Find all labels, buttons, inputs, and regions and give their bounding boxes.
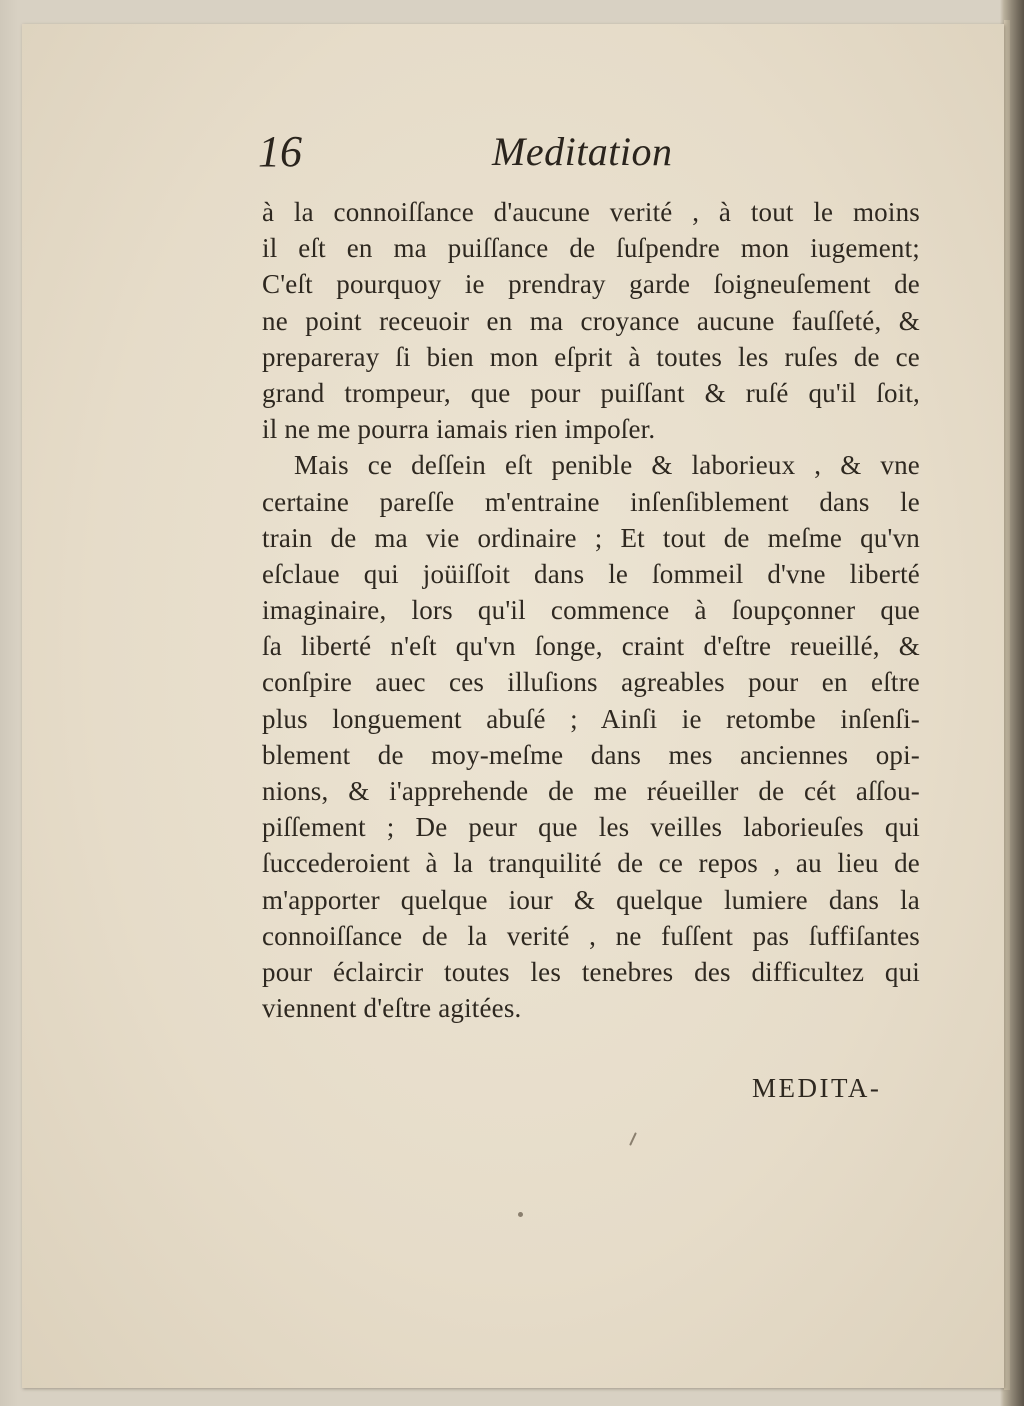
text-line: C'eſt pourquoy ie prendray garde ſoigneuſement de	[262, 269, 920, 300]
text-line: il eſt en ma puiſſance de ſuſpendre mon iugement;	[262, 233, 920, 264]
page-number: 16	[258, 127, 302, 176]
text-line: piſſement ; De peur que les veilles laborieuſes qui	[262, 812, 920, 843]
text-line: viennent d'eſtre agitées.	[262, 993, 522, 1024]
text-line: ſa liberté n'eſt qu'vn ſonge, craint d'eſtre reueillé, &	[262, 631, 920, 662]
text-line: nions, & i'apprehende de me réueiller de cét aſſou-	[262, 776, 920, 806]
text-line: plus longuement abuſé ; Ainſi ie retombe inſenſi-	[262, 703, 920, 734]
catchword: MEDITA-	[752, 1073, 882, 1103]
text-line: certaine pareſſe m'entraine inſenſiblement dans le	[262, 486, 920, 517]
text-line: imaginaire, lors qu'il commence à ſoupçonner que	[262, 595, 920, 626]
text-line: eſclaue qui joüiſſoit dans le ſommeil d'vne liberté	[262, 558, 920, 589]
paper-speck	[629, 1132, 637, 1146]
body-text	[262, 194, 920, 1026]
text-line: ſuccederoient à la tranquilité de ce repos , au lieu de	[262, 848, 920, 879]
running-title: Meditation	[492, 129, 673, 174]
text-line: il ne me pourra iamais rien impoſer.	[262, 414, 656, 445]
text-line: connoiſſance de la verité , ne fuſſent pas ſuffiſantes	[262, 920, 920, 951]
book-page	[22, 24, 1004, 1388]
text-line: prepareray ſi bien mon eſprit à toutes les ruſes de ce	[262, 341, 920, 372]
text-line: Mais ce deſſein eſt penible & laborieux , & vne	[294, 450, 920, 481]
text-line: ne point receuoir en ma croyance aucune fauſſeté, &	[262, 305, 920, 336]
paper-speck	[518, 1212, 523, 1217]
text-line: à la connoiſſance d'aucune verité , à tout le moins	[262, 197, 920, 227]
text-line: m'apporter quelque iour & quelque lumiere dans la	[262, 884, 920, 915]
text-line: conſpire auec ces illuſions agreables pour en eſtre	[262, 667, 920, 698]
text-line: pour éclaircir toutes les tenebres des difficultez qui	[262, 956, 920, 987]
page-edge	[1004, 20, 1010, 1390]
running-head	[22, 122, 1004, 182]
text-line: blement de moy-meſme dans mes anciennes opi-	[262, 739, 920, 770]
text-line: train de ma vie ordinaire ; Et tout de meſme qu'vn	[262, 522, 920, 553]
text-line: grand trompeur, que pour puiſſant & ruſé qu'il ſoit,	[262, 377, 920, 408]
